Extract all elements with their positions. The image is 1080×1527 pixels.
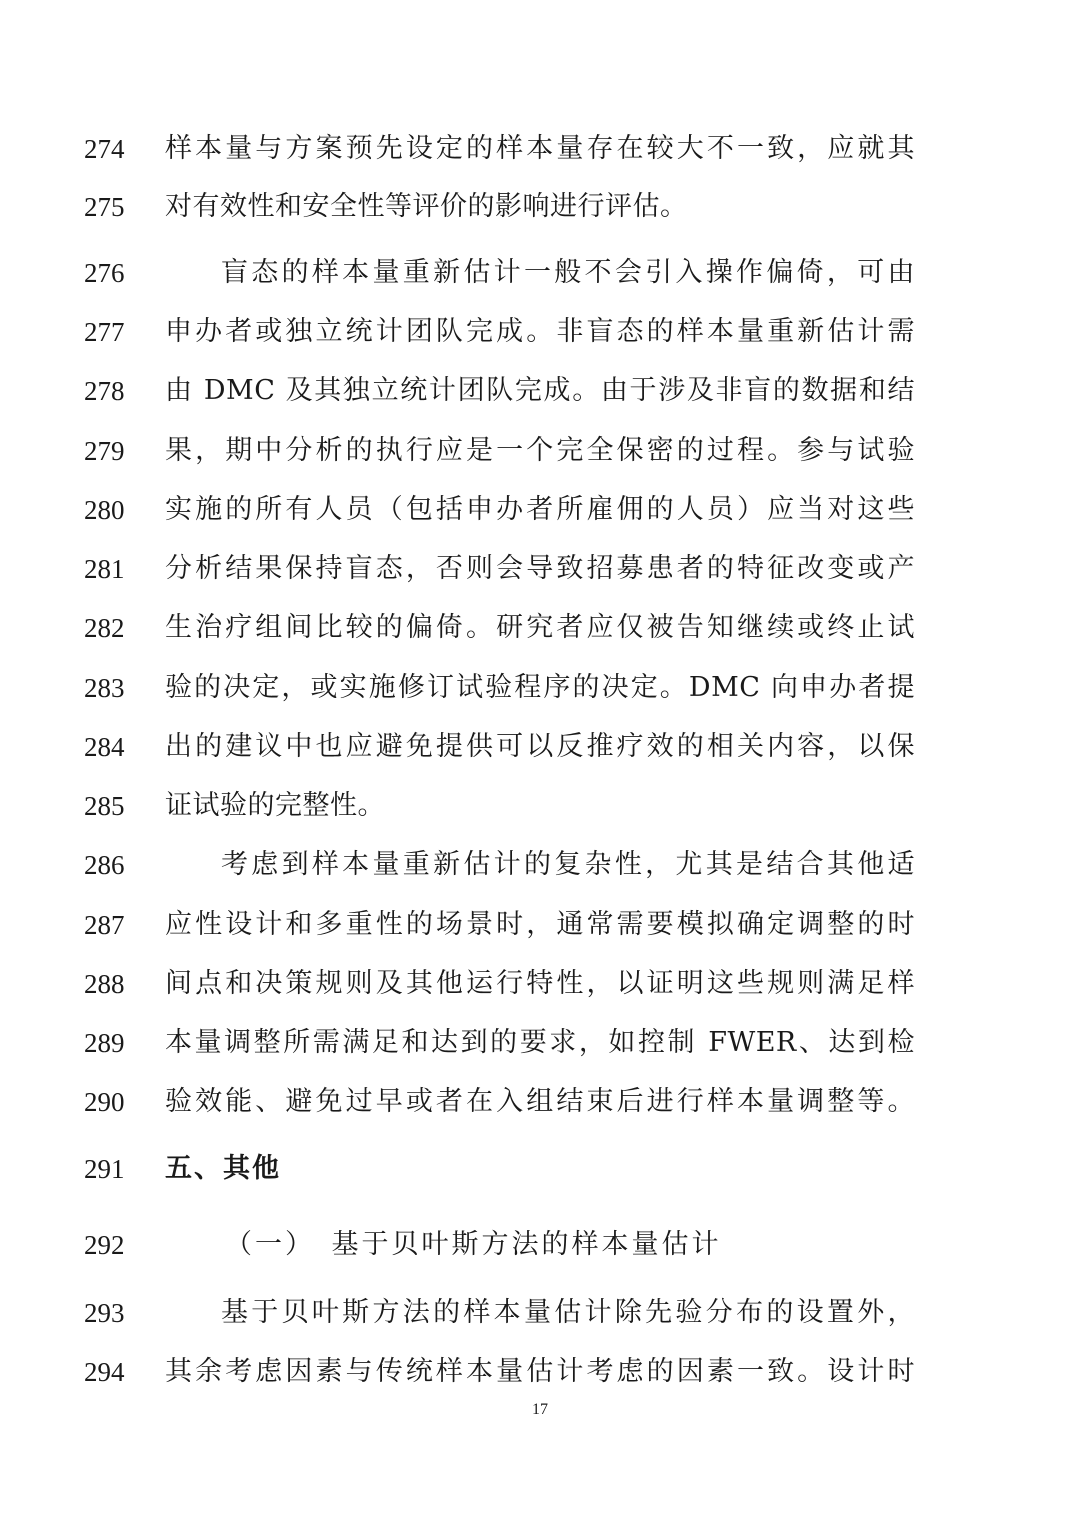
line-number: 278 — [84, 376, 125, 406]
line-number: 291 — [84, 1154, 125, 1184]
text-line-287 — [0, 903, 1080, 947]
line-number: 287 — [84, 910, 125, 940]
text-line-294 — [0, 1350, 1080, 1394]
line-text: 验效能、避免过早或者在入组结束后进行样本量调整等。 — [165, 1086, 915, 1117]
text-line-274 — [0, 127, 1080, 171]
line-text: 本量调整所需满足和达到的要求，如控制 FWER、达到检 — [165, 1027, 915, 1058]
text-line-282 — [0, 606, 1080, 650]
line-number: 276 — [84, 258, 125, 288]
line-text: 证试验的完整性。 — [165, 790, 385, 821]
line-text: 生治疗组间比较的偏倚。研究者应仅被告知继续或终止试 — [165, 612, 915, 643]
line-text: 实施的所有人员（包括申办者所雇佣的人员）应当对这些 — [165, 494, 915, 525]
text-line-283 — [0, 666, 1080, 710]
text-line-285 — [0, 784, 1080, 828]
line-text: 出的建议中也应避免提供可以反推疗效的相关内容，以保 — [165, 731, 915, 762]
section-heading: 五、其他 — [165, 1153, 281, 1184]
line-text: 考虑到样本量重新估计的复杂性，尤其是结合其他适 — [221, 849, 915, 880]
text-line-276 — [0, 251, 1080, 295]
line-number: 289 — [84, 1028, 125, 1058]
line-number: 285 — [84, 791, 125, 821]
line-number: 280 — [84, 495, 125, 525]
line-number: 277 — [84, 317, 125, 347]
line-text: 申办者或独立统计团队完成。非盲态的样本量重新估计需 — [165, 316, 915, 347]
text-line-280 — [0, 488, 1080, 532]
text-line-292 — [0, 1223, 1080, 1267]
line-number: 294 — [84, 1357, 125, 1387]
line-number: 282 — [84, 613, 125, 643]
line-number: 275 — [84, 192, 125, 222]
line-text: 分析结果保持盲态，否则会导致招募患者的特征改变或产 — [165, 553, 915, 584]
line-number: 292 — [84, 1230, 125, 1260]
line-number: 288 — [84, 969, 125, 999]
line-number: 293 — [84, 1298, 125, 1328]
line-text: 基于贝叶斯方法的样本量估计除先验分布的设置外， — [221, 1297, 915, 1328]
line-number: 279 — [84, 436, 125, 466]
text-line-277 — [0, 310, 1080, 354]
line-text: 盲态的样本量重新估计一般不会引入操作偏倚，可由 — [221, 257, 915, 288]
text-line-289 — [0, 1021, 1080, 1065]
text-line-279 — [0, 429, 1080, 473]
text-line-278 — [0, 369, 1080, 413]
page-number: 17 — [532, 1401, 548, 1418]
text-line-293 — [0, 1291, 1080, 1335]
text-line-275 — [0, 185, 1080, 229]
line-text: 样本量与方案预先设定的样本量存在较大不一致，应就其 — [165, 133, 915, 164]
subsection-heading: （一） 基于贝叶斯方法的样本量估计 — [225, 1229, 722, 1260]
line-number: 286 — [84, 850, 125, 880]
line-text: 间点和决策规则及其他运行特性，以证明这些规则满足样 — [165, 968, 915, 999]
line-number: 281 — [84, 554, 125, 584]
text-line-286 — [0, 843, 1080, 887]
line-text: 应性设计和多重性的场景时，通常需要模拟确定调整的时 — [165, 909, 915, 940]
line-text: 对有效性和安全性等评价的影响进行评估。 — [165, 191, 688, 222]
text-line-281 — [0, 547, 1080, 591]
line-number: 274 — [84, 134, 125, 164]
line-text: 其余考虑因素与传统样本量估计考虑的因素一致。设计时 — [165, 1356, 915, 1387]
line-number: 283 — [84, 673, 125, 703]
text-line-290 — [0, 1080, 1080, 1124]
text-line-288 — [0, 962, 1080, 1006]
line-number: 284 — [84, 732, 125, 762]
line-text: 验的决定，或实施修订试验程序的决定。DMC 向申办者提 — [165, 672, 915, 703]
line-text: 由 DMC 及其独立统计团队完成。由于涉及非盲的数据和结 — [165, 375, 915, 406]
text-line-291 — [0, 1147, 1080, 1191]
text-line-284 — [0, 725, 1080, 769]
line-number: 290 — [84, 1087, 125, 1117]
line-text: 果，期中分析的执行应是一个完全保密的过程。参与试验 — [165, 435, 915, 466]
